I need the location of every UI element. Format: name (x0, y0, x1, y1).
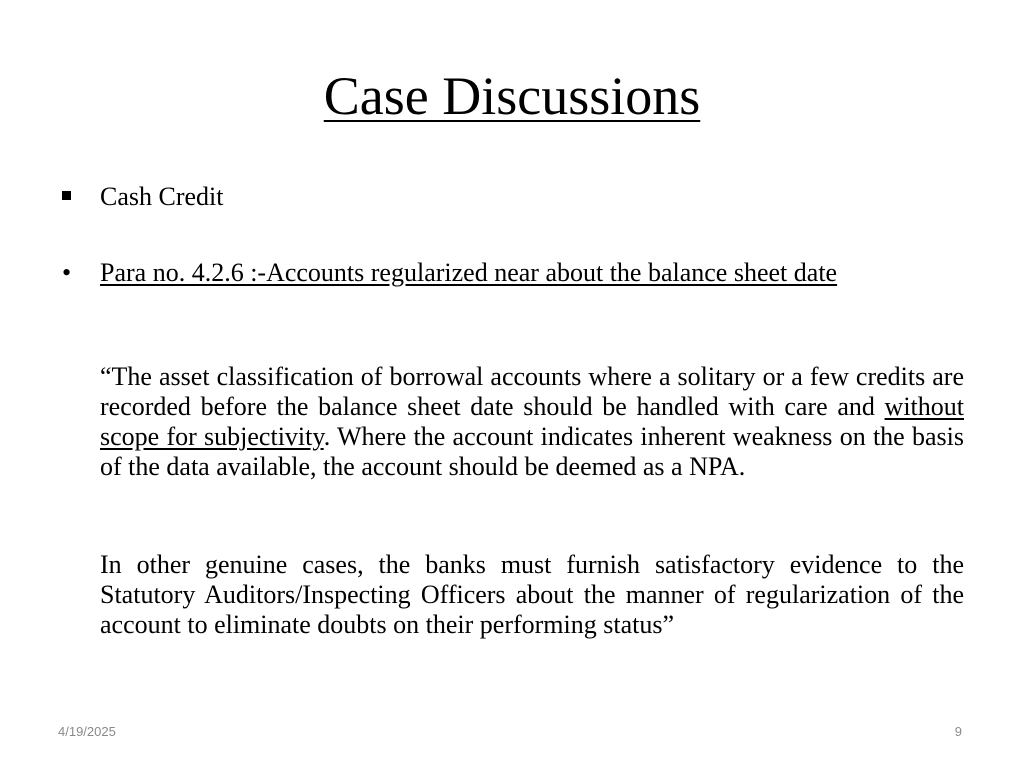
round-bullet-icon: • (62, 258, 72, 287)
square-bullet-icon (62, 191, 71, 200)
bullet-text (100, 258, 964, 288)
footer-date: 4/19/2025 (58, 724, 116, 739)
quote-part-2: . Where the account indicates inherent weakness on the basis of the data available, the account should be deemed as a NPA. (100, 422, 964, 481)
slide-title-text: Case Discussions (323, 66, 701, 126)
second-paragraph: In other genuine cases, the banks must furnish satisfactory evidence to the Statutory Auditors/Inspecting Officers about the manner of regularization of the account to eliminate doubts on their performing status” (100, 550, 964, 639)
slide-title (0, 62, 1024, 130)
quote-underlined: without scope for subjectivity (100, 392, 964, 451)
bullet-cash-credit (62, 182, 964, 212)
quote-part-1: “The asset classification of borrowal accounts where a solitary or a few credits are recorded before the balance sheet date should be handled with care and (100, 362, 964, 421)
bullet-para-heading (62, 258, 964, 288)
para-reference: Para no. 4.2.6 :-Accounts regularized near about the balance sheet date (100, 258, 838, 287)
quote-paragraph (100, 362, 964, 482)
footer-page-number: 9 (954, 724, 962, 739)
bullet-text: Cash Credit (100, 182, 224, 211)
